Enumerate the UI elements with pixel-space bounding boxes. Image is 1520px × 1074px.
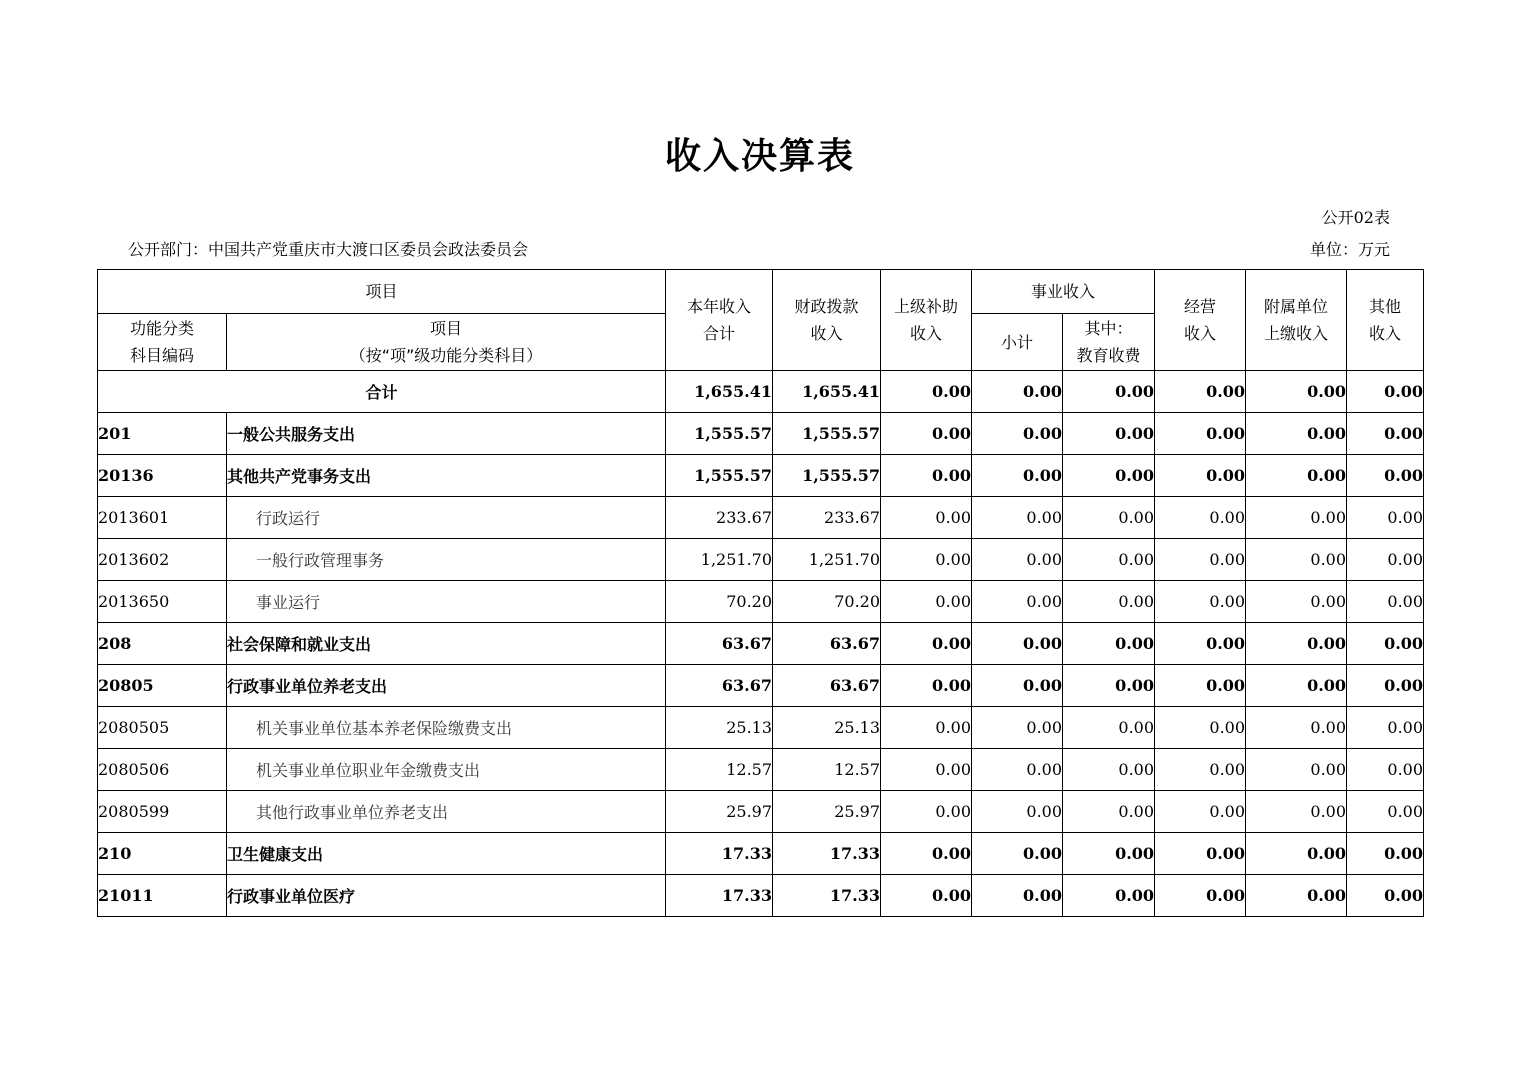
row-value: 1,555.57: [666, 455, 773, 497]
row-value: 0.00: [1063, 497, 1155, 539]
row-value: 0.00: [881, 875, 972, 917]
row-value: 0.00: [1155, 539, 1246, 581]
row-code: 2013602: [98, 539, 227, 581]
row-value: 0.00: [1063, 539, 1155, 581]
total-cell: 0.00: [1246, 371, 1347, 413]
row-value: 0.00: [1246, 749, 1347, 791]
row-value: 0.00: [1063, 413, 1155, 455]
row-name: 行政事业单位养老支出: [227, 665, 666, 707]
row-name: 卫生健康支出: [227, 833, 666, 875]
row-value: 0.00: [1155, 455, 1246, 497]
row-value: 0.00: [1246, 455, 1347, 497]
row-value: 25.13: [666, 707, 773, 749]
row-value: 63.67: [773, 623, 881, 665]
row-code: 201: [98, 413, 227, 455]
table-row: [98, 833, 1424, 875]
total-cell: 1,655.41: [773, 371, 881, 413]
total-row: [98, 371, 1424, 413]
header-subtotal: 小计: [972, 314, 1063, 371]
row-value: 0.00: [1155, 749, 1246, 791]
row-value: 0.00: [972, 875, 1063, 917]
row-value: 1,555.57: [773, 413, 881, 455]
row-value: 0.00: [1347, 833, 1424, 875]
table-row: [98, 791, 1424, 833]
row-value: 0.00: [1063, 749, 1155, 791]
table-row: [98, 707, 1424, 749]
row-value: 0.00: [1246, 707, 1347, 749]
unit-label: 单位：万元: [1309, 240, 1390, 259]
table-row: [98, 455, 1424, 497]
row-code: 2080506: [98, 749, 227, 791]
row-value: 0.00: [972, 665, 1063, 707]
row-name: 其他共产党事务支出: [227, 455, 666, 497]
row-value: 0.00: [1347, 539, 1424, 581]
total-cell: 1,655.41: [666, 371, 773, 413]
row-value: 0.00: [1347, 497, 1424, 539]
row-value: 0.00: [972, 623, 1063, 665]
row-code: 2080505: [98, 707, 227, 749]
row-value: 70.20: [773, 581, 881, 623]
row-value: 1,555.57: [666, 413, 773, 455]
row-value: 0.00: [1155, 665, 1246, 707]
form-number: 公开02表: [1321, 208, 1390, 227]
row-value: 12.57: [666, 749, 773, 791]
table-row: [98, 623, 1424, 665]
row-value: 0.00: [1347, 581, 1424, 623]
row-value: 0.00: [1155, 707, 1246, 749]
row-name: 社会保障和就业支出: [227, 623, 666, 665]
page-title: 收入决算表: [664, 136, 855, 177]
row-value: 0.00: [881, 413, 972, 455]
row-value: 0.00: [1246, 413, 1347, 455]
row-value: 25.97: [773, 791, 881, 833]
row-value: 0.00: [881, 539, 972, 581]
header-superior-subsidy: 上级补助 收入: [881, 270, 972, 371]
row-value: 25.13: [773, 707, 881, 749]
row-value: 0.00: [1246, 665, 1347, 707]
header-item: 项目 （按“项”级功能分类科目）: [227, 314, 666, 371]
total-cell: 0.00: [1155, 371, 1246, 413]
row-value: 0.00: [972, 539, 1063, 581]
row-value: 0.00: [1063, 875, 1155, 917]
row-value: 233.67: [773, 497, 881, 539]
row-value: 63.67: [666, 665, 773, 707]
row-value: 0.00: [881, 665, 972, 707]
income-table: [97, 269, 1424, 917]
row-value: 0.00: [1246, 623, 1347, 665]
total-cell: 0.00: [881, 371, 972, 413]
total-cell: 0.00: [972, 371, 1063, 413]
row-value: 0.00: [1246, 497, 1347, 539]
row-value: 0.00: [1063, 623, 1155, 665]
table-row: [98, 665, 1424, 707]
row-value: 0.00: [1347, 623, 1424, 665]
row-name: 机关事业单位基本养老保险缴费支出: [227, 707, 666, 749]
header-item-group: 项目: [98, 270, 666, 314]
row-value: 0.00: [972, 497, 1063, 539]
row-name: 机关事业单位职业年金缴费支出: [227, 749, 666, 791]
row-value: 0.00: [1347, 455, 1424, 497]
row-value: 0.00: [1155, 791, 1246, 833]
row-value: 0.00: [1063, 455, 1155, 497]
total-label: 合计: [98, 371, 666, 413]
row-name: 一般行政管理事务: [227, 539, 666, 581]
row-value: 0.00: [972, 833, 1063, 875]
row-value: 0.00: [1063, 707, 1155, 749]
row-name: 事业运行: [227, 581, 666, 623]
row-value: 1,555.57: [773, 455, 881, 497]
row-value: 0.00: [1347, 665, 1424, 707]
row-value: 0.00: [1246, 539, 1347, 581]
table-row: [98, 413, 1424, 455]
row-value: 0.00: [881, 749, 972, 791]
header-affiliated: 附属单位 上缴收入: [1246, 270, 1347, 371]
row-value: 0.00: [1155, 497, 1246, 539]
row-name: 其他行政事业单位养老支出: [227, 791, 666, 833]
row-value: 0.00: [1347, 707, 1424, 749]
row-name: 一般公共服务支出: [227, 413, 666, 455]
row-value: 63.67: [666, 623, 773, 665]
row-code: 2013601: [98, 497, 227, 539]
table-row: [98, 875, 1424, 917]
row-value: 0.00: [881, 497, 972, 539]
row-value: 0.00: [881, 833, 972, 875]
row-value: 0.00: [1063, 665, 1155, 707]
table-row: [98, 539, 1424, 581]
row-value: 0.00: [881, 455, 972, 497]
header-other: 其他 收入: [1347, 270, 1424, 371]
total-cell: 0.00: [1347, 371, 1424, 413]
row-code: 20136: [98, 455, 227, 497]
row-value: 0.00: [1246, 875, 1347, 917]
row-value: 0.00: [1347, 413, 1424, 455]
row-code: 2013650: [98, 581, 227, 623]
table-row: [98, 581, 1424, 623]
row-value: 17.33: [666, 875, 773, 917]
row-value: 0.00: [1155, 833, 1246, 875]
row-name: 行政运行: [227, 497, 666, 539]
row-value: 0.00: [881, 581, 972, 623]
row-code: 208: [98, 623, 227, 665]
header-fiscal: 财政拨款 收入: [773, 270, 881, 371]
row-value: 0.00: [881, 791, 972, 833]
row-value: 70.20: [666, 581, 773, 623]
row-value: 0.00: [972, 791, 1063, 833]
table-row: [98, 749, 1424, 791]
row-name: 行政事业单位医疗: [227, 875, 666, 917]
row-value: 0.00: [1063, 833, 1155, 875]
row-value: 0.00: [972, 413, 1063, 455]
header-code: 功能分类 科目编码: [98, 314, 227, 371]
row-code: 21011: [98, 875, 227, 917]
row-value: 63.67: [773, 665, 881, 707]
department-label: 公开部门：中国共产党重庆市大渡口区委员会政法委员会: [128, 240, 529, 259]
row-value: 17.33: [666, 833, 773, 875]
header-business-income: 事业收入: [972, 270, 1155, 314]
total-cell: 0.00: [1063, 371, 1155, 413]
row-value: 0.00: [1155, 413, 1246, 455]
row-value: 17.33: [773, 875, 881, 917]
row-value: 0.00: [972, 707, 1063, 749]
table-row: [98, 497, 1424, 539]
row-value: 233.67: [666, 497, 773, 539]
row-value: 0.00: [881, 623, 972, 665]
header-operating: 经营 收入: [1155, 270, 1246, 371]
row-code: 2080599: [98, 791, 227, 833]
row-value: 0.00: [1155, 581, 1246, 623]
row-value: 0.00: [1347, 875, 1424, 917]
row-value: 1,251.70: [773, 539, 881, 581]
row-value: 0.00: [972, 581, 1063, 623]
row-value: 0.00: [1155, 875, 1246, 917]
row-value: 0.00: [1246, 833, 1347, 875]
row-value: 0.00: [1155, 623, 1246, 665]
row-value: 25.97: [666, 791, 773, 833]
row-code: 210: [98, 833, 227, 875]
row-value: 0.00: [1246, 791, 1347, 833]
row-value: 0.00: [1063, 791, 1155, 833]
row-code: 20805: [98, 665, 227, 707]
header-total-income: 本年收入 合计: [666, 270, 773, 371]
header-edu-fee: 其中： 教育收费: [1063, 314, 1155, 371]
row-value: 0.00: [1347, 791, 1424, 833]
row-value: 0.00: [972, 455, 1063, 497]
row-value: 12.57: [773, 749, 881, 791]
row-value: 0.00: [1347, 749, 1424, 791]
row-value: 0.00: [1246, 581, 1347, 623]
row-value: 0.00: [1063, 581, 1155, 623]
row-value: 0.00: [881, 707, 972, 749]
row-value: 17.33: [773, 833, 881, 875]
row-value: 0.00: [972, 749, 1063, 791]
row-value: 1,251.70: [666, 539, 773, 581]
